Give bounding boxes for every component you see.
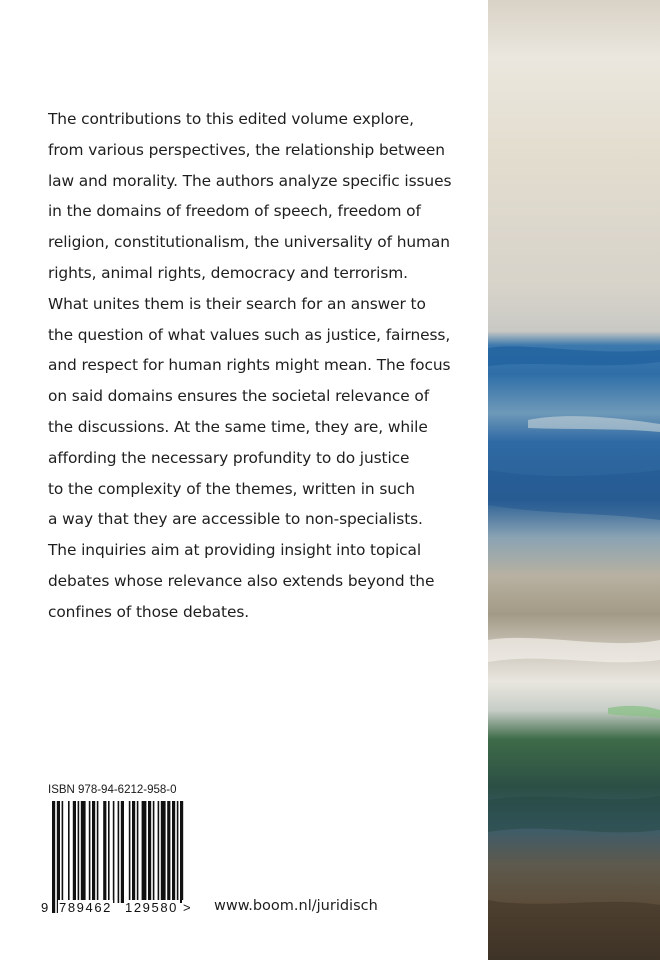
barcode-right-group: 129580: [125, 900, 178, 915]
barcode-bar: [129, 801, 131, 903]
barcode-bar: [180, 801, 183, 903]
blurb-line: to the complexity of the themes, written in such: [48, 479, 415, 498]
barcode-bar: [113, 801, 115, 903]
blurb-line: affording the necessary profundity to do justice: [48, 448, 410, 467]
blurb-line: from various perspectives, the relationship between: [48, 140, 445, 159]
blurb-line: in the domains of freedom of speech, freedom of: [48, 202, 421, 221]
back-cover-blurb: [48, 104, 452, 628]
barcode-bar: [172, 801, 175, 903]
blurb-line: The contributions to this edited volume explore,: [48, 110, 414, 128]
blurb-line: law and morality. The authors analyze specific issues: [48, 171, 452, 190]
blurb-line: religion, constitutionalism, the universality of human: [48, 233, 450, 252]
barcode-left-group: 789462: [59, 900, 112, 915]
barcode-bar: [121, 801, 124, 903]
blurb-line: confines of those debates.: [48, 602, 250, 621]
barcode-bar: [92, 801, 95, 903]
barcode-bar: [103, 801, 106, 903]
barcode-bar: [148, 801, 151, 903]
blurb-line: and respect for human rights might mean. The focus: [48, 356, 451, 375]
cover-painting-strip: [488, 0, 660, 960]
barcode-bar: [158, 801, 160, 903]
barcode-digits: [36, 900, 196, 920]
blurb-line: a way that they are accessible to non-specialists.: [48, 510, 423, 529]
barcode-trail-mark: >: [183, 900, 191, 915]
blurb-line: the discussions. At the same time, they are, while: [48, 417, 428, 436]
barcode-bar: [153, 801, 155, 903]
barcode-bar: [62, 801, 64, 903]
barcode-bar: [177, 801, 179, 903]
barcode-bar: [118, 801, 120, 903]
barcode-bar: [108, 801, 110, 903]
barcode-bar: [89, 801, 91, 903]
barcode-bar: [81, 801, 86, 903]
barcode-bar: [132, 801, 135, 903]
barcode-lead-digit: 9: [41, 900, 49, 915]
barcode-bar: [142, 801, 147, 913]
blurb-line: rights, animal rights, democracy and terrorism.: [48, 263, 408, 282]
blurb-line: the question of what values such as justice, fairness,: [48, 325, 451, 344]
barcode-bar: [78, 801, 80, 903]
barcode-bar: [167, 801, 170, 903]
barcode-bar: [97, 801, 99, 903]
barcode-bar: [161, 801, 166, 903]
isbn-label: ISBN 978-94-6212-958-0: [48, 784, 177, 796]
abstract-painting: [488, 0, 660, 960]
blurb-line: on said domains ensures the societal relevance of: [48, 387, 430, 406]
barcode-bar: [137, 801, 139, 913]
publisher-website[interactable]: www.boom.nl/juridisch: [214, 898, 378, 914]
blurb-line: The inquiries aim at providing insight into topical: [48, 541, 422, 560]
barcode-bar: [73, 801, 76, 903]
barcode-bar: [52, 801, 55, 913]
blurb-line: What unites them is their search for an answer to: [48, 294, 426, 313]
barcode-bar: [68, 801, 70, 903]
barcode-bar: [57, 801, 60, 913]
blurb-line: debates whose relevance also extends beyond the: [48, 571, 435, 590]
